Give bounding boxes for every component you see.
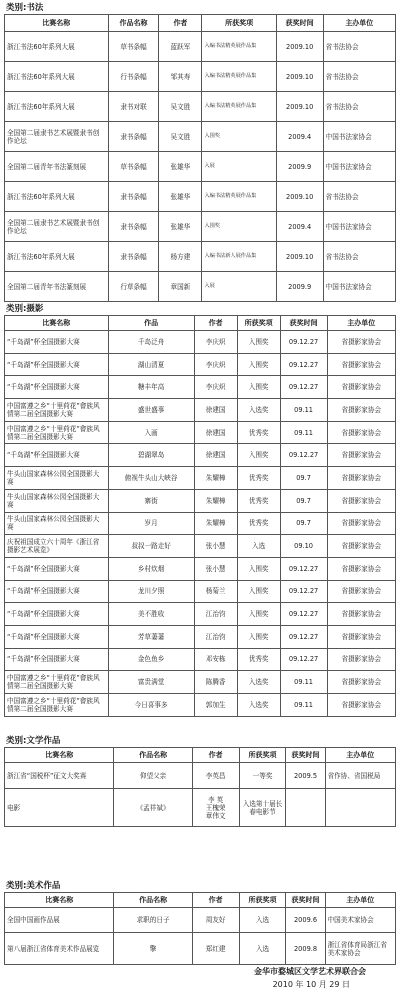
table-row [5,92,396,122]
cell-award: 优秀奖 [237,512,280,535]
cell-organizer: 省书法协会 [323,62,395,92]
cell-work: 富贵满堂 [108,671,194,694]
cell-award: 入展 [202,152,276,182]
table-row [5,122,396,152]
cell-date: 09.10 [280,535,327,558]
cell-author: 邹其寿 [159,62,202,92]
cell-date: 2009.4 [276,122,323,152]
cell-work: 寨街 [108,489,194,512]
cell-work: 行书条幅 [108,62,159,92]
cell-date: 09.12.27 [280,648,327,671]
table-header-row [5,748,396,763]
cell-work: 入画 [108,421,194,444]
table-body [5,32,396,302]
cell-award: 入选 [239,908,286,933]
cell-author: 郭加生 [194,694,237,717]
cell-competition: “千岛湖”杯全国摄影大赛 [5,580,109,603]
table-row [5,331,396,354]
cell-work: 碧湖翠岛 [108,444,194,467]
cell-author: 吴文胜 [159,122,202,152]
section-title: 类别:美术作品 [6,881,61,891]
section-title: 类别:文学作品 [6,736,61,746]
cell-work: 湖山清夏 [108,353,194,376]
cell-award: 入展 [202,272,276,302]
cell-work: 草书条幅 [108,152,159,182]
cell-work: 今日喜事多 [108,694,194,717]
cell-competition: “千岛湖”杯全国摄影大赛 [5,353,109,376]
cell-award: 入围奖 [237,603,280,626]
section-title: 类别:书法 [6,3,44,13]
cell-organizer: 中国书法家协会 [323,122,395,152]
cell-work: 盛世盛事 [108,399,194,422]
cell-award: 入编书法精英展作品集 [202,182,276,212]
cell-author: 江治钧 [194,625,237,648]
cell-author: 徐建国 [194,421,237,444]
fineart-table [4,892,396,965]
cell-award: 入围奖 [202,212,276,242]
cell-competition: “千岛湖”杯全国摄影大赛 [5,557,109,580]
table-row [5,557,396,580]
column-header-competition: 比赛名称 [5,748,114,763]
cell-award: 入选 [239,933,286,965]
cell-date: 2009.10 [276,92,323,122]
column-header-work: 作品名称 [114,748,192,763]
table-body [5,908,396,965]
table-row [5,376,396,399]
cell-organizer: 省书法协会 [323,182,395,212]
column-header-award: 所获奖项 [202,15,276,32]
cell-author: 张雄华 [159,212,202,242]
cell-competition: 中国富遵之乡“十里荷花”畲族风情第二届全国摄影大赛 [5,694,109,717]
cell-date: 09.11 [280,399,327,422]
cell-organizer: 省书法协会 [323,92,395,122]
cell-organizer: 中国书法家协会 [323,152,395,182]
column-header-award: 所获奖项 [239,893,286,908]
cell-competition: 全国第二届隶书艺术展暨隶书创作论坛 [5,122,109,152]
table-body [5,331,396,717]
column-header-award: 所获奖项 [239,748,286,763]
column-header-date: 获奖时间 [276,15,323,32]
cell-award: 优秀奖 [237,467,280,490]
cell-work: 俯视牛头山大峡谷 [108,467,194,490]
table-row [5,535,396,558]
table-row [5,212,396,242]
table-row [5,62,396,92]
cell-date: 2009.9 [276,152,323,182]
cell-date: 09.12.27 [280,331,327,354]
table-row [5,671,396,694]
cell-competition: “千岛湖”杯全国摄影大赛 [5,648,109,671]
table-row [5,648,396,671]
cell-date: 09.7 [280,489,327,512]
cell-work: 芳草萋萋 [108,625,194,648]
column-header-author: 作者 [159,15,202,32]
cell-organizer: 省摄影家协会 [327,489,395,512]
cell-date: 09.11 [280,694,327,717]
cell-work: 岁月 [108,512,194,535]
cell-work: 美不胜收 [108,603,194,626]
cell-date: 09.12.27 [280,353,327,376]
table-row [5,272,396,302]
cell-organizer: 省书法协会 [323,32,395,62]
section-title: 类别:摄影 [6,304,44,314]
cell-award: 入选奖 [237,671,280,694]
column-header-competition: 比赛名称 [5,316,109,331]
cell-competition: “千岛湖”杯全国摄影大赛 [5,444,109,467]
column-header-date: 获奖时间 [280,316,327,331]
cell-award: 入围奖 [237,444,280,467]
cell-work: 千岛泛舟 [108,331,194,354]
cell-work: 隶书对联 [108,92,159,122]
cell-organizer: 省摄影家协会 [327,648,395,671]
column-header-author: 作者 [194,316,237,331]
cell-author: 邓安栋 [194,648,237,671]
cell-author: 蓝跃军 [159,32,202,62]
cell-competition: 中国富遵之乡“十里荷花”畲族风情第二届全国摄影大赛 [5,399,109,422]
column-header-organizer: 主办单位 [327,316,395,331]
cell-date: 2009.9 [276,272,323,302]
cell-competition: 第八届浙江省体育美术作品展览 [5,933,114,965]
cell-author: 江治钧 [194,603,237,626]
cell-date: 09.11 [280,671,327,694]
cell-award: 入围奖 [237,376,280,399]
cell-author: 李 英 王槐荣 章伟文 [192,789,239,827]
cell-date: 2009.10 [276,182,323,212]
table-row [5,152,396,182]
cell-date [286,789,325,827]
cell-work: 擎 [114,933,192,965]
cell-author: 吴文胜 [159,92,202,122]
cell-work: 叔叔一路走好 [108,535,194,558]
cell-competition: 全国第二届隶书艺术展暨隶书创作论坛 [5,212,109,242]
table-header-row [5,15,396,32]
calligraphy-table [4,14,396,302]
cell-award: 入选第十届长春电影节 [239,789,286,827]
table-row [5,467,396,490]
cell-date: 2009.10 [276,242,323,272]
table-row [5,242,396,272]
table-row [5,694,396,717]
cell-competition: 浙江书法60年系列大展 [5,92,109,122]
table-row [5,489,396,512]
cell-organizer: 省书法协会 [323,242,395,272]
cell-competition: 庆祝祖国成立六十周年《浙江省摄影艺术展览》 [5,535,109,558]
cell-author: 杨菊兰 [194,580,237,603]
cell-work: 仰望父亲 [114,763,192,789]
cell-award: 入围奖 [237,580,280,603]
cell-award: 优秀奖 [237,489,280,512]
table-row [5,763,396,789]
footer-date: 2010 年 10 月 29 日 [272,980,350,989]
cell-author: 张小慧 [194,535,237,558]
column-header-date: 获奖时间 [286,748,325,763]
cell-competition: 全国第二届青年书法篆刻展 [5,272,109,302]
cell-author: 张小慧 [194,557,237,580]
cell-award: 入选奖 [237,399,280,422]
cell-author: 张雄华 [159,152,202,182]
cell-award: 入围奖 [237,353,280,376]
column-header-organizer: 主办单位 [325,893,395,908]
cell-work: 行草条幅 [108,272,159,302]
cell-date: 2009.10 [276,62,323,92]
cell-award: 入选 [237,535,280,558]
cell-competition: “千岛湖”杯全国摄影大赛 [5,603,109,626]
cell-date: 09.7 [280,512,327,535]
table-row [5,603,396,626]
cell-organizer: 省摄影家协会 [327,353,395,376]
cell-organizer: 省摄影家协会 [327,376,395,399]
cell-date: 2009.8 [286,933,325,965]
column-header-award: 所获奖项 [237,316,280,331]
cell-date: 2009.5 [286,763,325,789]
cell-award: 一等奖 [239,763,286,789]
table-row [5,625,396,648]
section-photography [4,303,396,717]
cell-competition: 中国富遵之乡“十里荷花”畲族风情第二届全国摄影大赛 [5,671,109,694]
table-row [5,908,396,933]
cell-work: 龙川夕照 [108,580,194,603]
cell-award: 入围奖 [202,122,276,152]
cell-organizer: 省摄影家协会 [327,603,395,626]
cell-author: 朱耀樟 [194,512,237,535]
cell-date: 2009.6 [286,908,325,933]
cell-work: 求职的日子 [114,908,192,933]
cell-work: 糖丰年高 [108,376,194,399]
cell-award: 入编书法精英展作品集 [202,32,276,62]
cell-date: 09.12.27 [280,444,327,467]
cell-date: 09.11 [280,421,327,444]
section-calligraphy [4,2,396,302]
cell-organizer: 省摄影家协会 [327,535,395,558]
table-header-row [5,316,396,331]
cell-award: 入编书法精英展作品集 [202,62,276,92]
cell-author: 张雄华 [159,182,202,212]
cell-competition: 中国富遵之乡“十里荷花”畲族风情第二届全国摄影大赛 [5,421,109,444]
column-header-author: 作者 [192,748,239,763]
photography-table [4,315,396,717]
cell-competition: 牛头山国家森林公园全国摄影大赛 [5,512,109,535]
cell-award: 入编书法精英展作品集 [202,92,276,122]
cell-organizer: 省摄影家协会 [327,671,395,694]
cell-organizer: 省摄影家协会 [327,467,395,490]
section-fineart [4,880,396,965]
cell-award: 入围奖 [237,557,280,580]
cell-competition: 全国第二届青年书法篆刻展 [5,152,109,182]
column-header-work: 作品名称 [114,893,192,908]
cell-organizer: 省摄影家协会 [327,625,395,648]
cell-organizer: 中国美术家协会 [325,908,395,933]
cell-organizer [325,789,395,827]
table-row [5,580,396,603]
cell-competition: 浙江书法60年系列大展 [5,242,109,272]
cell-date: 09.12.27 [280,376,327,399]
cell-author: 徐建国 [194,399,237,422]
cell-author: 李庆炽 [194,376,237,399]
table-row [5,512,396,535]
table-header-row [5,893,396,908]
cell-award: 优秀奖 [237,648,280,671]
cell-organizer: 省摄影家协会 [327,512,395,535]
cell-organizer: 省摄影家协会 [327,399,395,422]
cell-organizer: 省摄影家协会 [327,694,395,717]
cell-date: 09.12.27 [280,625,327,648]
cell-work: 乡村炊烟 [108,557,194,580]
cell-competition: 浙江书法60年系列大展 [5,62,109,92]
cell-organizer: 浙江省体育局浙江省美术家协会 [325,933,395,965]
cell-date: 09.12.27 [280,557,327,580]
cell-author: 陈腾香 [194,671,237,694]
cell-competition: 牛头山国家森林公园全国摄影大赛 [5,489,109,512]
cell-award: 优秀奖 [237,421,280,444]
cell-author: 李庆炽 [194,331,237,354]
cell-award: 入围奖 [237,331,280,354]
cell-competition: “千岛湖”杯全国摄影大赛 [5,376,109,399]
table-row [5,789,396,827]
cell-author: 徐建国 [194,444,237,467]
table-row [5,182,396,212]
cell-author: 郑红建 [192,933,239,965]
cell-award: 入编书法新人展作品集 [202,242,276,272]
cell-author: 周友好 [192,908,239,933]
table-row [5,933,396,965]
cell-competition: 电影 [5,789,114,827]
cell-organizer: 省摄影家协会 [327,557,395,580]
cell-author: 李英昌 [192,763,239,789]
table-body [5,763,396,827]
cell-author: 朱耀樟 [194,467,237,490]
cell-date: 2009.10 [276,32,323,62]
cell-organizer: 省摄影家协会 [327,580,395,603]
cell-competition: 牛头山国家森林公园全国摄影大赛 [5,467,109,490]
table-row [5,399,396,422]
cell-award: 入选奖 [237,694,280,717]
cell-work: 隶书条幅 [108,182,159,212]
literature-table [4,747,396,827]
table-row [5,444,396,467]
table-row [5,353,396,376]
table-row [5,421,396,444]
cell-work: 《孟祥斌》 [114,789,192,827]
cell-author: 朱耀樟 [194,489,237,512]
column-header-competition: 比赛名称 [5,15,109,32]
cell-author: 章国新 [159,272,202,302]
cell-competition: 全国中国画作品展 [5,908,114,933]
cell-work: 金色鱼乡 [108,648,194,671]
cell-organizer: 省摄影家协会 [327,421,395,444]
cell-date: 09.7 [280,467,327,490]
column-header-organizer: 主办单位 [325,748,395,763]
cell-date: 09.12.27 [280,580,327,603]
cell-organizer: 省摄影家协会 [327,444,395,467]
cell-date: 09.12.27 [280,603,327,626]
cell-competition: 浙江书法60年系列大展 [5,32,109,62]
cell-date: 2009.4 [276,212,323,242]
cell-work: 隶书条幅 [108,122,159,152]
column-header-work: 作品 [108,316,194,331]
column-header-date: 获奖时间 [286,893,325,908]
cell-competition: 浙江书法60年系列大展 [5,182,109,212]
cell-work: 隶书条幅 [108,242,159,272]
column-header-organizer: 主办单位 [323,15,395,32]
section-literature [4,735,396,827]
cell-competition: “千岛湖”杯全国摄影大赛 [5,331,109,354]
table-row [5,32,396,62]
cell-competition: 浙江省“国税杯”征文大奖赛 [5,763,114,789]
cell-work: 草书条幅 [108,32,159,62]
cell-organizer: 省作协、省国税局 [325,763,395,789]
cell-award: 入围奖 [237,625,280,648]
cell-author: 李庆炽 [194,353,237,376]
column-header-work: 作品名称 [108,15,159,32]
cell-organizer: 中国书法家协会 [323,212,395,242]
cell-organizer: 省摄影家协会 [327,331,395,354]
column-header-author: 作者 [192,893,239,908]
column-header-competition: 比赛名称 [5,893,114,908]
cell-author: 杨方建 [159,242,202,272]
cell-competition: “千岛湖”杯全国摄影大赛 [5,625,109,648]
cell-work: 隶书条幅 [108,212,159,242]
cell-organizer: 中国书法家协会 [323,272,395,302]
footer-org: 金华市婺城区文学艺术界联合会 [254,967,366,976]
